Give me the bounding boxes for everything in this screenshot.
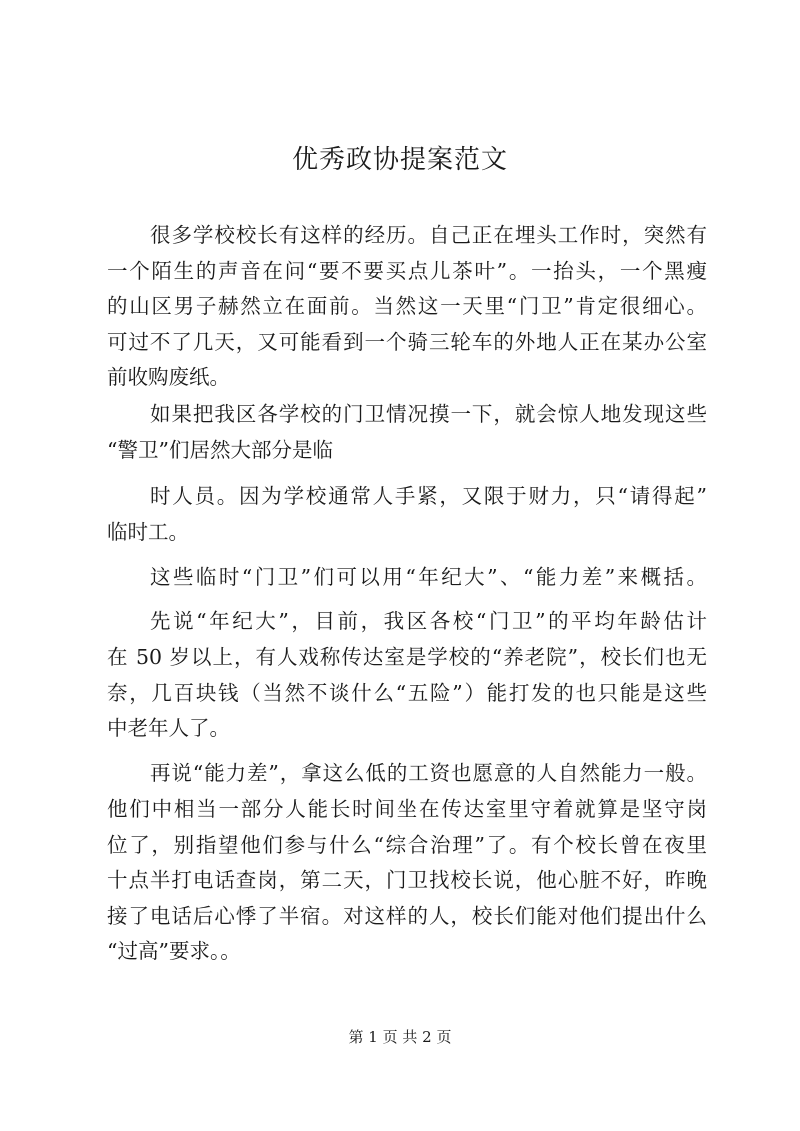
paragraph-line: 十点半打电话查岗，第二天，门卫找校长说，他心脏不好，昨晚 bbox=[107, 868, 707, 892]
paragraph-line: 他们中相当一部分人能长时间坐在传达室里守着就算是坚守岗 bbox=[107, 797, 707, 821]
document-title: 优秀政协提案范文 bbox=[291, 145, 508, 175]
paragraph-line: 接了电话后心悸了半宿。对这样的人，校长们能对他们提出什么 bbox=[107, 904, 707, 928]
paragraph-line: 这些临时“门卫”们可以用“年纪大”、“能力差”来概括。 bbox=[150, 565, 707, 589]
paragraph-line: 中老年人了。 bbox=[107, 716, 230, 740]
paragraph-line: 如果把我区各学校的门卫情况摸一下，就会惊人地发现这些 bbox=[150, 402, 707, 426]
paragraph-line: 奈，几百块钱（当然不谈什么“五险”）能打发的也只能是这些 bbox=[107, 681, 707, 705]
paragraph-line: 很多学校校长有这样的经历。自己正在埋头工作时，突然有 bbox=[150, 223, 707, 247]
paragraph-line: 时人员。因为学校通常人手紧，又限于财力，只“请得起” bbox=[150, 484, 707, 508]
page-number-footer: 第 1 页 共 2 页 bbox=[348, 1028, 452, 1046]
paragraph-line: “警卫”们居然大部分是临 bbox=[107, 438, 333, 462]
paragraph-line: 可过不了几天，又可能看到一个骑三轮车的外地人正在某办公室 bbox=[107, 330, 707, 354]
paragraph-line: 临时工。 bbox=[107, 520, 189, 544]
paragraph-line: 位了，别指望他们参与什么“综合治理”了。有个校长曾在夜里 bbox=[107, 833, 707, 857]
paragraph-line: “过高”要求。。 bbox=[107, 939, 241, 963]
paragraph-line: 前收购废纸。 bbox=[107, 365, 230, 389]
paragraph-line: 的山区男子赫然立在面前。当然这一天里“门卫”肯定很细心。 bbox=[107, 294, 707, 318]
paragraph-line: 再说“能力差”，拿这么低的工资也愿意的人自然能力一般。 bbox=[150, 761, 707, 785]
paragraph-line: 先说“年纪大”，目前，我区各校“门卫”的平均年龄估计 bbox=[150, 609, 707, 633]
paragraph-line: 在 50 岁以上，有人戏称传达室是学校的“养老院”，校长们也无 bbox=[107, 645, 707, 669]
paragraph-line: 一个陌生的声音在问“要不要买点儿茶叶”。一抬头，一个黑瘦 bbox=[107, 259, 707, 283]
